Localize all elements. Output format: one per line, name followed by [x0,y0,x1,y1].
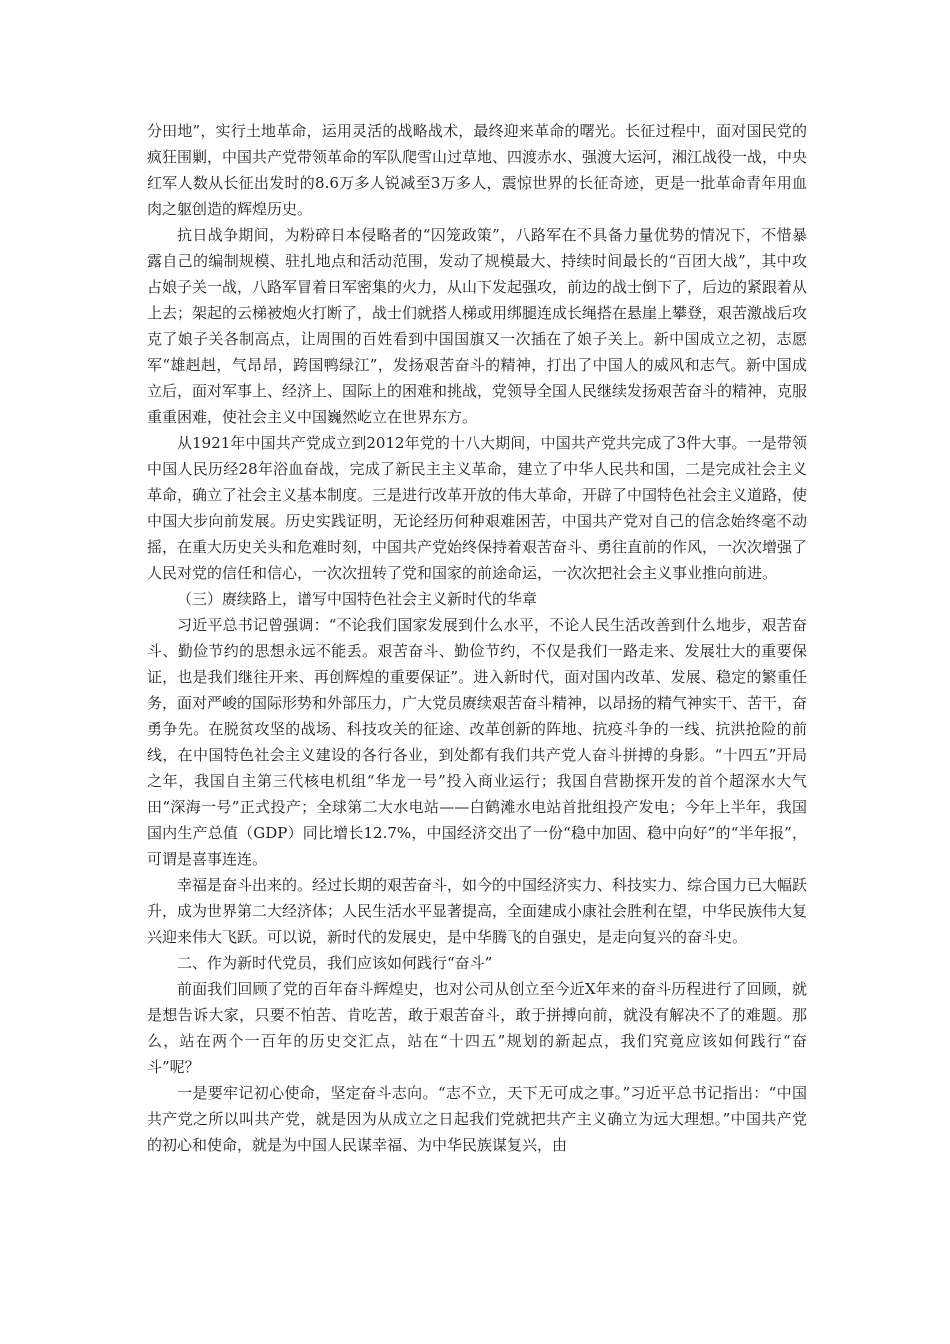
paragraph-land-revolution: 分田地”，实行土地革命，运用灵活的战略战术，最终迎来革命的曙光。长征过程中，面对国民党的疯狂围剿，中国共产党带领革命的军队爬雪山过草地、四渡赤水、强渡大运河，湘江战役一战，中央红军人数从长征出发时的8.6万多人锐减至3万多人，震惊世界的长征奇迹，更是一批革命青年用血肉之躯创造的辉煌历史。 [147,122,808,218]
paragraph-xi-quote: 习近平总书记曾强调：“不论我们国家发展到什么水平，不论人民生活改善到什么地步，艰苦奋斗、勤俭节约的思想永远不能丢。艰苦奋斗、勤俭节约，不仅是我们一路走来、发展壮大的重要保证，也是我们继往开来、再创辉煌的重要保证”。进入新时代，面对国内改革、发展、稳定的繁重任务，面对严峻的国际形势和外部压力，广大党员赓续艰苦奋斗精神，以昂扬的精气神实干、苦干，奋勇争先。在脱贫攻坚的战场、科技攻关的征途、改革创新的阵地、抗疫斗争的一线、抗洪抢险的前线，在中国特色社会主义建设的各行各业，到处都有我们共产党人奋斗拼搏的身影。“十四五”开局之年，我国自主第三代核电机组“华龙一号”投入商业运行；我国自营勘探开发的首个超深水大气田“深海一号”正式投产；全球第二大水电站——白鹤滩水电站首批组投产发电；今年上半年，我国国内生产总值（GDP）同比增长12.7%，中国经济交出了一份“稳中加固、稳中向好”的“半年报”，可谓是喜事连连。 [147,616,808,868]
section-heading-practice: 二、作为新时代党员，我们应该如何践行“奋斗” [177,954,493,972]
paragraph-party-history: 从1921年中国共产党成立到2012年党的十八大期间，中国共产党共完成了3件大事。一是带领中国人民历经28年浴血奋战，完成了新民主主义革命，建立了中华人民共和国，二是完成社会主义革命，确立了社会主义基本制度。三是进行改革开放的伟大革命，开辟了中国特色社会主义道路，使中国大步向前发展。历史实践证明，无论经历何种艰难困苦，中国共产党对自己的信念始终毫不动摇，在重大历史关头和危难时刻，中国共产党始终保持着艰苦奋斗、勇往直前的作风，一次次增强了人民对党的信任和信心，一次次扭转了党和国家的前途命运，一次次把社会主义事业推向前进。 [147,434,808,582]
paragraph-first-point: 一是要牢记初心使命，坚定奋斗志向。“志不立，天下无可成之事。”习近平总书记指出：“中国共产党之所以叫共产党，就是因为从成立之日起我们党就把共产主义确立为远大理想。”中国共产党的初心和使命，就是为中国人民谋幸福、为中华民族谋复兴，由 [147,1084,807,1154]
paragraph-happiness: 幸福是奋斗出来的。经过长期的艰苦奋斗，如今的中国经济实力、科技实力、综合国力已大幅跃升，成为世界第二大经济体；人民生活水平显著提高，全面建成小康社会胜利在望，中华民族伟大复兴迎来伟大飞跃。可以说，新时代的发展史，是中华腾飞的自强史，是走向复兴的奋斗史。 [147,876,808,946]
document-page [147,118,807,1158]
section-heading-new-era: （三）赓续路上，谱写中国特色社会主义新时代的华章 [177,590,538,608]
paragraph-review: 前面我们回顾了党的百年奋斗辉煌史，也对公司从创立至今近X年来的奋斗历程进行了回顾，就是想告诉大家，只要不怕苦、肯吃苦，敢于艰苦奋斗，敢于拼搏向前，就没有解决不了的难题。那么，站在两个一百年的历史交汇点，站在“十四五”规划的新起点，我们究竟应该如何践行“奋斗”呢？ [147,980,807,1076]
paragraph-anti-japanese-war: 抗日战争期间，为粉碎日本侵略者的“囚笼政策”，八路军在不具备力量优势的情况下，不惜暴露自己的编制规模、驻扎地点和活动范围，发动了规模最大、持续时间最长的“百团大战”，其中攻占娘子关一战，八路军冒着日军密集的火力，从山下发起强攻，前边的战士倒下了，后边的紧跟着从上去；架起的云梯被炮火打断了，战士们就搭人梯或用绑腿连成长绳搭在悬崖上攀登，艰苦激战后攻克了娘子关各制高点，让周围的百姓看到中国国旗又一次插在了娘子关上。新中国成立之初，志愿军“雄赳赳，气昂昂，跨国鸭绿江”，发扬艰苦奋斗的精神，打出了中国人的威风和志气。新中国成立后，面对军事上、经济上、国际上的困难和挑战，党领导全国人民继续发扬艰苦奋斗的精神，克服重重困难，使社会主义中国巍然屹立在世界东方。 [147,226,808,426]
